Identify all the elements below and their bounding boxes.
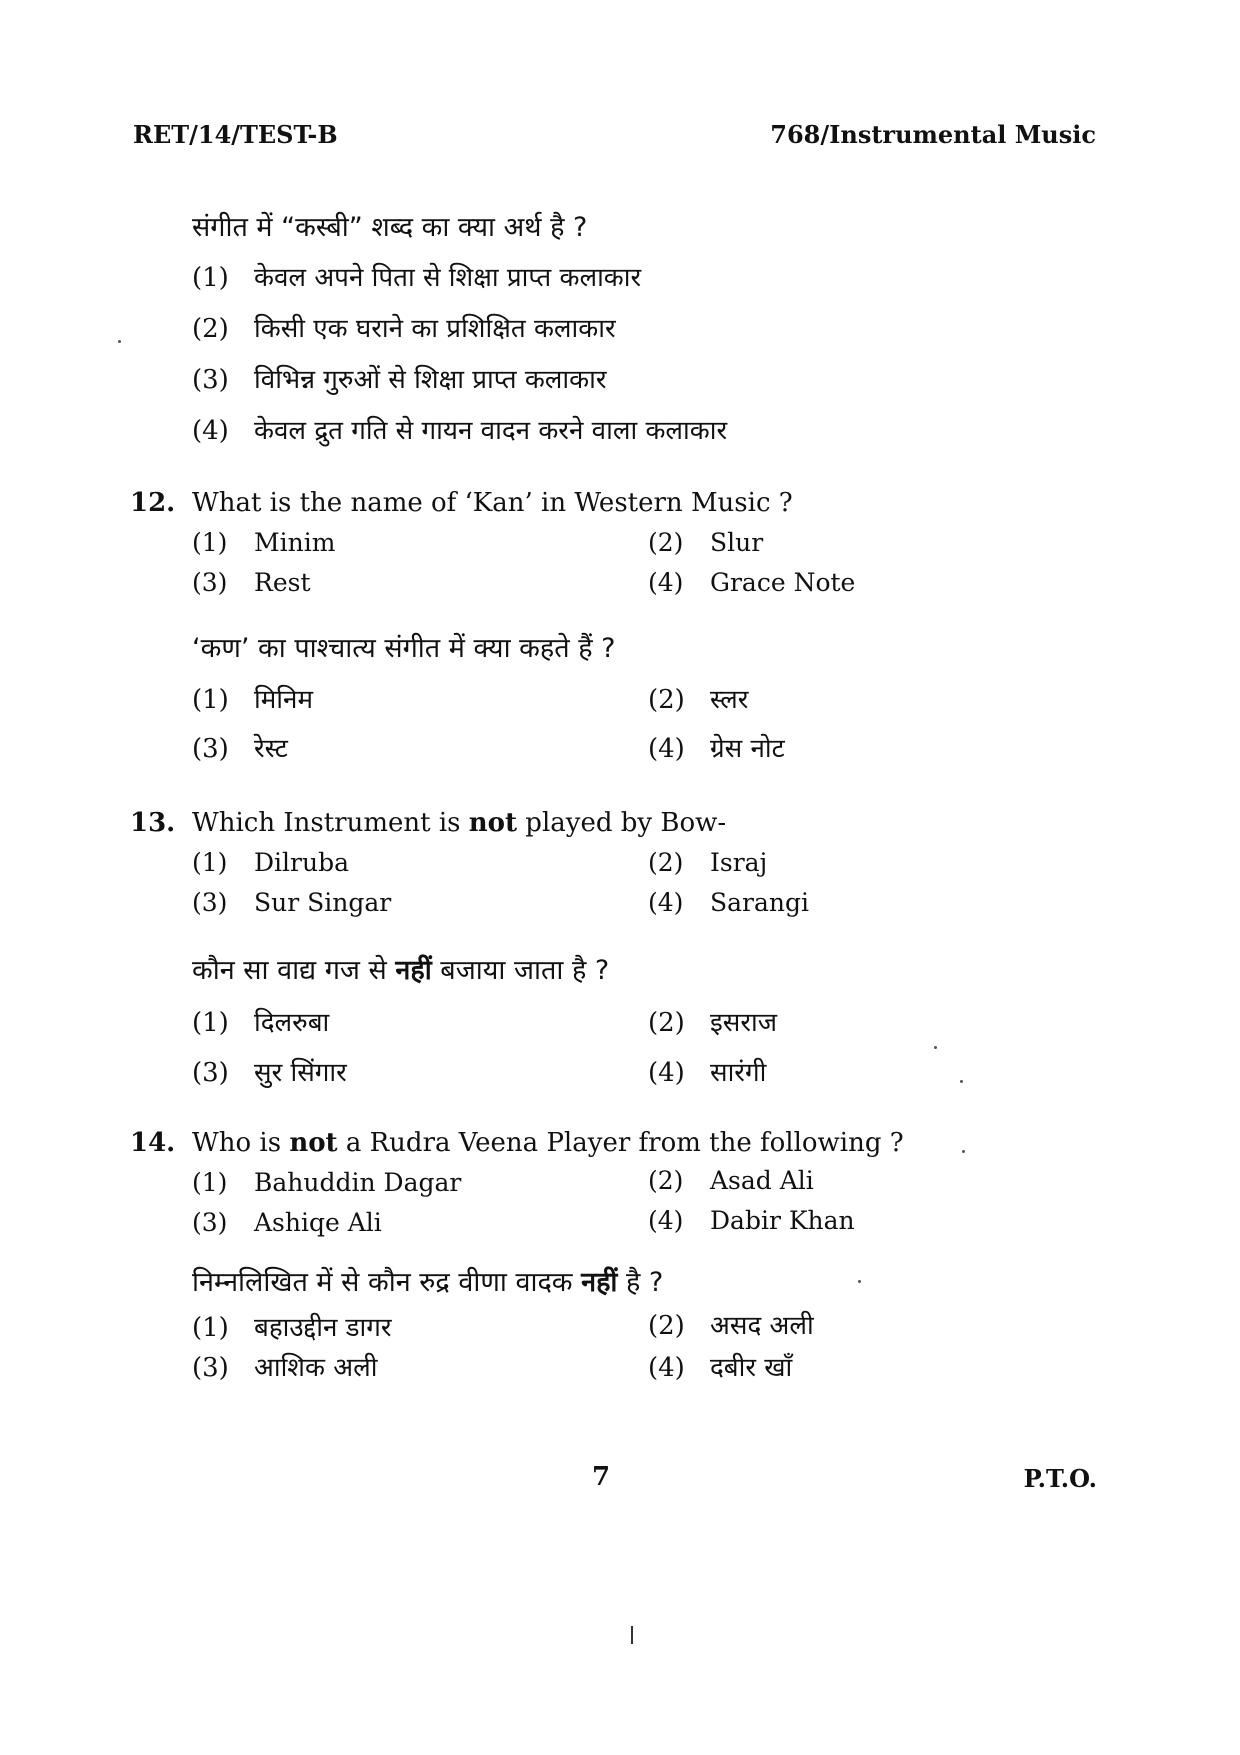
option-number: (4) bbox=[648, 1058, 685, 1088]
option-text: Sur Singar bbox=[254, 888, 392, 917]
q14-option-1 bbox=[192, 1170, 461, 1195]
option-text: ग्रेस नोट bbox=[710, 734, 785, 764]
q11-hindi-option-3 bbox=[192, 360, 607, 396]
option-number: (2) bbox=[648, 528, 684, 557]
q14-option-3 bbox=[192, 1210, 382, 1235]
q13-hindi-option-3 bbox=[192, 1053, 347, 1089]
q11-hindi-option-1 bbox=[192, 258, 641, 294]
option-number: (2) bbox=[648, 848, 684, 877]
q12-hindi-option-4 bbox=[648, 729, 785, 765]
option-text: असद अली bbox=[710, 1311, 814, 1341]
q12-hindi-question: ‘कण’ का पाश्चात्य संगीत में क्या कहते हैं ? bbox=[192, 633, 616, 664]
option-text: Grace Note bbox=[710, 568, 856, 597]
question-emphasis: नहीं bbox=[395, 955, 432, 986]
option-text: इसराज bbox=[710, 1008, 778, 1038]
option-text: Rest bbox=[254, 568, 311, 597]
option-number: (1) bbox=[192, 848, 228, 877]
page-number: 7 bbox=[592, 1462, 611, 1492]
please-turn-over: P.T.O. bbox=[1023, 1464, 1097, 1493]
option-text: विभिन्न गुरुओं से शिक्षा प्राप्त कलाकार bbox=[254, 365, 607, 395]
option-number: (1) bbox=[192, 263, 229, 293]
option-text: सारंगी bbox=[710, 1058, 767, 1088]
option-text: बहाउद्दीन डागर bbox=[254, 1313, 392, 1343]
option-text: दबीर खाँ bbox=[710, 1353, 793, 1383]
question-number: 14. bbox=[130, 1128, 176, 1158]
option-text: Ashiqe Ali bbox=[254, 1208, 382, 1237]
option-text: Minim bbox=[254, 528, 336, 557]
q13-hindi-question bbox=[192, 950, 609, 987]
option-number: (2) bbox=[648, 685, 685, 715]
option-number: (1) bbox=[192, 1313, 229, 1343]
option-text: Dilruba bbox=[254, 848, 349, 877]
option-number: (3) bbox=[192, 734, 229, 764]
q12-option-3 bbox=[192, 570, 311, 595]
scan-mark bbox=[631, 1626, 633, 1644]
option-text: दिलरुबा bbox=[254, 1008, 330, 1038]
question-text-part: Who is bbox=[192, 1128, 290, 1158]
q14-option-4 bbox=[648, 1208, 855, 1233]
option-text: रेस्ट bbox=[254, 734, 288, 764]
option-number: (2) bbox=[192, 314, 229, 344]
exam-code: RET/14/TEST-B bbox=[133, 120, 338, 149]
q14-hindi-question bbox=[192, 1262, 663, 1299]
scan-speck bbox=[858, 1280, 861, 1283]
option-text: केवल द्रुत गति से गायन वादन करने वाला कलाकार bbox=[254, 416, 728, 446]
option-number: (2) bbox=[648, 1311, 685, 1341]
question-emphasis: not bbox=[468, 808, 518, 838]
q12-option-1 bbox=[192, 530, 335, 555]
question-number: 12. bbox=[130, 488, 176, 518]
option-number: (3) bbox=[192, 1353, 229, 1383]
q14-option-2 bbox=[648, 1168, 814, 1193]
option-number: (3) bbox=[192, 1208, 228, 1237]
q14-hindi-option-2 bbox=[648, 1306, 814, 1342]
scan-speck bbox=[934, 1046, 937, 1049]
option-text: किसी एक घराने का प्रशिक्षित कलाकार bbox=[254, 314, 616, 344]
option-number: (1) bbox=[192, 685, 229, 715]
q12-option-4 bbox=[648, 570, 855, 595]
option-number: (4) bbox=[192, 416, 229, 446]
question-text: What is the name of ‘Kan’ in Western Music ? bbox=[192, 488, 793, 518]
option-text: Bahuddin Dagar bbox=[254, 1168, 462, 1197]
option-text: Slur bbox=[710, 528, 764, 557]
q13-option-4 bbox=[648, 890, 809, 915]
option-number: (1) bbox=[192, 528, 228, 557]
question-text-part: बजाया जाता है ? bbox=[431, 955, 610, 986]
question-text-part: है ? bbox=[617, 1267, 664, 1298]
q13-option-2 bbox=[648, 850, 767, 875]
q14-hindi-option-1 bbox=[192, 1308, 392, 1344]
option-number: (4) bbox=[648, 734, 685, 764]
question-text bbox=[192, 1130, 904, 1156]
option-number: (4) bbox=[648, 568, 684, 597]
option-text: Israj bbox=[710, 848, 768, 877]
q12-hindi-option-1 bbox=[192, 680, 313, 716]
question-text-part: निम्नलिखित में से कौन रुद्र वीणा वादक bbox=[192, 1267, 582, 1298]
q14-hindi-option-4 bbox=[648, 1348, 792, 1384]
scan-speck bbox=[962, 1150, 965, 1153]
option-text: स्लर bbox=[710, 685, 749, 715]
q12-option-2 bbox=[648, 530, 763, 555]
option-text: मिनिम bbox=[254, 685, 313, 715]
option-text: आशिक अली bbox=[254, 1353, 378, 1383]
question-emphasis: नहीं bbox=[581, 1267, 618, 1298]
question-text-part: a Rudra Veena Player from the following ? bbox=[337, 1128, 904, 1158]
q13-option-1 bbox=[192, 850, 349, 875]
q12-hindi-option-2 bbox=[648, 680, 748, 716]
option-number: (3) bbox=[192, 1058, 229, 1088]
option-number: (1) bbox=[192, 1008, 229, 1038]
q11-hindi-question: संगीत में “कस्बी” शब्द का क्या अर्थ है ? bbox=[192, 212, 588, 243]
q13-hindi-option-1 bbox=[192, 1003, 329, 1039]
option-text: Dabir Khan bbox=[710, 1206, 855, 1235]
option-number: (4) bbox=[648, 1353, 685, 1383]
q12-hindi-option-3 bbox=[192, 729, 288, 765]
option-number: (2) bbox=[648, 1008, 685, 1038]
option-text: Asad Ali bbox=[710, 1166, 814, 1195]
q13-hindi-option-2 bbox=[648, 1003, 777, 1039]
option-number: (3) bbox=[192, 568, 228, 597]
option-text: Sarangi bbox=[710, 888, 809, 917]
option-number: (3) bbox=[192, 365, 229, 395]
scan-speck bbox=[960, 1080, 963, 1083]
question-text bbox=[192, 810, 726, 836]
option-text: सुर सिंगार bbox=[254, 1058, 347, 1088]
subject-title: 768/Instrumental Music bbox=[770, 120, 1096, 149]
question-text-part: played by Bow- bbox=[517, 808, 727, 838]
q11-hindi-option-2 bbox=[192, 309, 616, 345]
question-text-part: Which Instrument is bbox=[192, 808, 469, 838]
question-number: 13. bbox=[130, 808, 176, 838]
option-number: (2) bbox=[648, 1166, 684, 1195]
option-number: (4) bbox=[648, 1206, 684, 1235]
q14-hindi-option-3 bbox=[192, 1348, 377, 1384]
q13-option-3 bbox=[192, 890, 391, 915]
q13-hindi-option-4 bbox=[648, 1053, 766, 1089]
q11-hindi-option-4 bbox=[192, 411, 727, 447]
option-number: (4) bbox=[648, 888, 684, 917]
option-number: (3) bbox=[192, 888, 228, 917]
question-emphasis: not bbox=[289, 1128, 338, 1158]
scan-speck bbox=[118, 340, 121, 343]
question-text-part: कौन सा वाद्य गज से bbox=[192, 955, 396, 986]
option-number: (1) bbox=[192, 1168, 228, 1197]
option-text: केवल अपने पिता से शिक्षा प्राप्त कलाकार bbox=[254, 263, 642, 293]
